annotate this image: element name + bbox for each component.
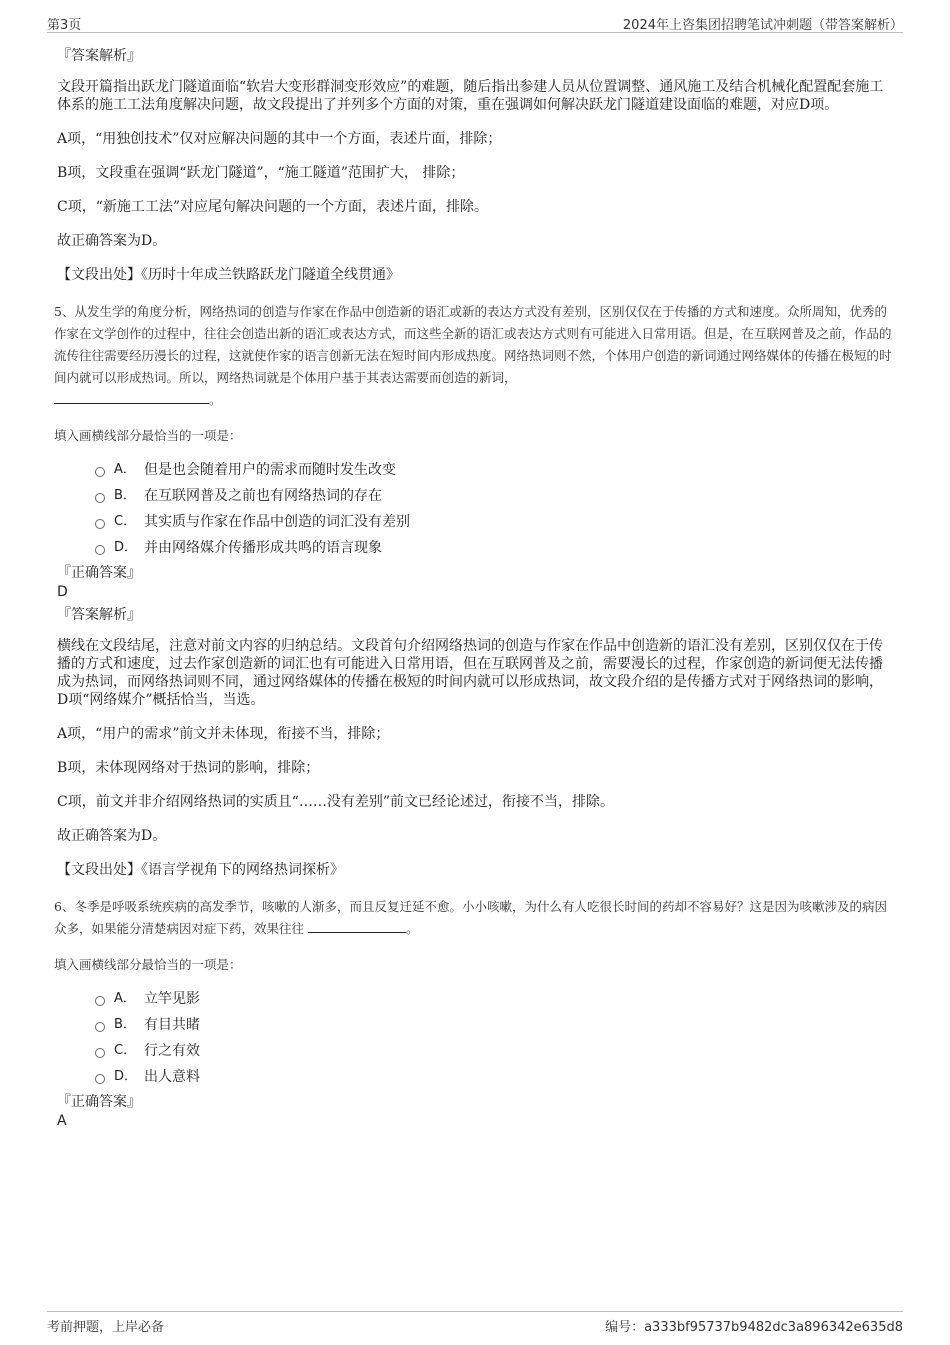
radio-icon[interactable] [95, 1048, 105, 1058]
page-footer [47, 1311, 903, 1334]
page-content [54, 40, 893, 1130]
option-d[interactable]: D． 并由网络媒介传播形成共鸣的语言现象 [95, 535, 893, 561]
page-number: 第3页 [47, 18, 82, 33]
radio-icon[interactable] [95, 467, 105, 477]
radio-icon[interactable] [95, 1022, 105, 1032]
option-b[interactable]: B． 在互联网普及之前也有网络热词的存在 [95, 483, 893, 509]
answer-analysis-text: 文段开篇指出跃龙门隧道面临“软岩大变形群洞变形效应”的难题，随后指出参建人员从位置调整、通风施工及结合机械化配置配套施工体系的施工工法角度解决问题，故文段提出了并列多个方面的对策，重在强调如何解决跃龙门隧道建设面临的难题，对应D项。 [57, 79, 884, 113]
correct-answer-tag: 『正确答案』 [57, 565, 141, 581]
document-id: 编号：a333bf95737b9482dc3a896342e635d8 [605, 1320, 903, 1335]
radio-icon[interactable] [95, 545, 105, 555]
option-a-analysis: A项，“用独创技术”仅对应解决问题的其中一个方面，表述片面，排除； [57, 131, 502, 147]
conclusion: 故正确答案为D。 [57, 828, 167, 844]
question-6-prompt: 填入画横线部分最恰当的一项是： [54, 957, 242, 972]
passage-source: 【文段出处】《语言学视角下的网络热词探析》 [57, 862, 344, 878]
question-5-options [95, 457, 893, 561]
option-d[interactable]: D． 出人意料 [95, 1064, 893, 1090]
option-b[interactable]: B． 有目共睹 [95, 1012, 893, 1038]
option-c[interactable]: C． 其实质与作家在作品中创造的词汇没有差别 [95, 509, 893, 535]
option-b-analysis: B项，未体现网络对于热词的影响，排除； [57, 760, 320, 776]
question-5-text: 5、从发生学的角度分析，网络热词的创造与作家在作品中创造新的语汇或新的表达方式没有差别，区别仅仅在于传播的方式和速度。众所周知，优秀的作家在文学创作的过程中，往往会创造出新的语汇或表达方式，而这些全新的语汇或表达方式则有可能进入日常用语。但是，在互联网普及之前，作品的流传往往需要经历漫长的过程，这就使作家的语言创新无法在短时间内形成热度。网络热词则不然，个体用户创造的新词通过网络媒体的传播在极短的时间内就可以形成热词。所以，网络热词就是个体用户基于其表达需要而创造的新词， [54, 304, 892, 385]
radio-icon[interactable] [95, 1074, 105, 1084]
answer-analysis-tag: 『答案解析』 [57, 48, 141, 64]
option-a[interactable]: A． 立竿见影 [95, 986, 893, 1012]
question-6-text: 6、冬季是呼吸系统疾病的高发季节，咳嗽的人渐多，而且反复迁延不愈。小小咳嗽，为什么有人吃很长时间的药却不容易好？这是因为咳嗽涉及的病因众多，如果能分清楚病因对症下药，效果往往 [54, 899, 887, 936]
correct-answer-tag: 『正确答案』 [57, 1094, 141, 1110]
question-6-stem [54, 896, 893, 940]
correct-answer: A [57, 1113, 67, 1129]
radio-icon[interactable] [95, 519, 105, 529]
question-5-stem [54, 301, 893, 411]
question-5-prompt: 填入画横线部分最恰当的一项是： [54, 428, 242, 443]
correct-answer: D [57, 584, 68, 600]
radio-icon[interactable] [95, 996, 105, 1006]
document-title: 2024年上咨集团招聘笔试冲刺题（带答案解析） [622, 18, 903, 33]
page-header [47, 12, 903, 33]
question-6-options [95, 986, 893, 1090]
option-a-analysis: A项，“用户的需求”前文并未体现，衔接不当，排除； [57, 726, 390, 742]
footer-slogan: 考前押题，上岸必备 [47, 1320, 165, 1335]
stem-end: 。 [209, 392, 222, 407]
conclusion: 故正确答案为D。 [57, 233, 167, 249]
option-c-analysis: C项，“新施工工法”对应尾句解决问题的一个方面，表述片面，排除。 [57, 199, 489, 215]
answer-analysis-text: 横线在文段结尾，注意对前文内容的归纳总结。文段首句介绍网络热词的创造与作家在作品中创造新的语汇没有差别，区别仅仅在于传播的方式和速度，过去作家创造新的词汇也有可能进入日常用语，但在互联网普及之前，需要漫长的过程，作家创造的新词便无法传播成为热词，而网络热词则不同，通过网络媒体的传播在极短的时间内就可以形成热词，故文段介绍的是传播方式对于网络热词的影响，D项“网络媒介”概括恰当，当选。 [57, 638, 883, 708]
fill-blank [308, 920, 406, 933]
radio-icon[interactable] [95, 493, 105, 503]
stem-end: 。 [406, 921, 419, 936]
fill-blank [54, 391, 209, 404]
option-b-analysis: B项，文段重在强调“跃龙门隧道”，“施工隧道”范围扩大， 排除； [57, 165, 465, 181]
option-c[interactable]: C． 行之有效 [95, 1038, 893, 1064]
answer-analysis-tag: 『答案解析』 [57, 607, 141, 623]
option-a[interactable]: A． 但是也会随着用户的需求而随时发生改变 [95, 457, 893, 483]
option-c-analysis: C项，前文并非介绍网络热词的实质且“……没有差别”前文已经论述过，衔接不当，排除。 [57, 794, 615, 810]
passage-source: 【文段出处】《历时十年成兰铁路跃龙门隧道全线贯通》 [57, 267, 400, 283]
